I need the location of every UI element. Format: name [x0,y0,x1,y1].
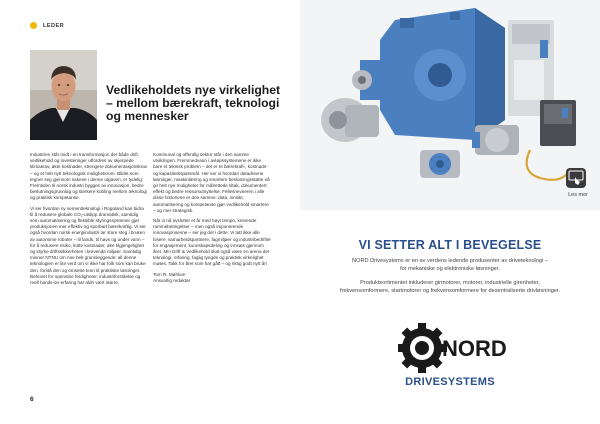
frequency-inverter-small [540,100,576,146]
section-label: LEDER [43,22,65,29]
column-a [30,152,148,290]
right-page [300,0,600,424]
nord-logo-text: NORD [442,336,507,361]
editor-portrait [30,50,97,140]
paragraph: Kommunal og offentlig sektor står i den samme utviklingen. Fremmedvann i avløpssystemene er ikke bare et teknisk problem – det er et bærekraft-, kostnads- og kapasitetsspørsmål. Her ser vi hvordan datadrevne løsninger, maskinlæring og smartere beslutningsstøtte nå gir helt nye muligheter for målrettede tiltak, dokumentert effekt og bedre ressursutnyttelse. Fellesnevneren i alle disse historiene er den samme: data, innsikt, automatisering og kompetanse gjør vedlikehold smartere – og mer strategisk. [153,152,270,213]
tap-hand-icon[interactable] [566,168,586,188]
brand-drivesystems: DRIVESYSTEMS [405,376,495,388]
section-header [30,22,64,29]
product-photo [300,0,600,210]
ad-title: VI SETTER ALT I BEVEGELSE [358,238,542,252]
column-b [153,152,271,288]
read-more-link[interactable]: Les mer [568,192,588,198]
paragraph: Vi ser hvordan ny sementteknologi i Rogaland kan bidra til å redusere globale CO₂-utslipp dramatisk, samtidig som automatisering og fleksible styringssystemer gjør produksjonen mer effektiv og sporbart bærekraftig. Vi ser også hvordan norsk energiindustri tar store steg i bruken av autonome roboter – til lands, til havs og under vann – for å redusere risiko, kutte kostnader, øke tilgjengelighet og styrke driftssikkerheten i krevende miljøer. Samtidig minner NTNU om noe helt grunnleggende: all denne teknologien er lite verd om vi ikke har folk som kan bruke den, forstå den og omsette teori til praktiske løsninger. Behovet for operative ferdigheter, industriforståelse og reell hands-on-erfaring har aldri vært større. [30,205,146,286]
gearmotor-center [420,150,460,178]
signature: Tom R. Møhlum Ansvarlig redaktør [153,271,191,283]
editorial-headline: Vedlikeholdets nye virkelighet – mellom bærekraft, teknologi og mennesker [106,83,281,123]
section-dot-icon [30,22,37,29]
page-number: 6 [30,396,34,403]
ad-body: Produktsortimentet inkluderer girmotorer, motorer, industrielle girenheter, frekvensomformere, startmotorer og frekvensomformere for desentraliserte drivløsninger. [339,280,561,294]
gearmotor-right [472,125,519,155]
paragraph: Når vi nå avslutter et år med høyt tempo, krevende rammebetingelser – men også imponerende innovasjonsevne – ser jeg det i dette: Vi tatt ikke alle losere, samarbeidspartnere, fagmiljøer og industribedrifter for engasjement, kunnskapsdeling og innsats gjennom året. Min Drift & Vedlikehold skal også være en arena der teknologi, erfaring, faglig tyngde og praktisk virkelighet møtes. Takk for året som har gått – og riktig godt nytt år! [153,218,271,267]
paragraph: Industrien står midt i en transformasjon der både drift, vedlikehold og investeringer utfordres av skjerpede klimakrav, økte kostnader, strengere dokumentasjonskrav – og et helt nytt teknologisk mulighetsrom. Bildet som tegner seg gjennom sakene i denne utgaven, er tydelig: Fremtiden til norsk industri bygges av innovasjon, bedre beslutningsgrunnlag og sterkere kobling mellom teknologi og praktisk kompetanse. [30,152,148,201]
ad-intro: NORD Drivesystems er en av verdens ledende produsenter av driveteknologi – for mekaniske og elektroniske løsninger. [352,258,548,272]
nord-logo [398,322,508,374]
